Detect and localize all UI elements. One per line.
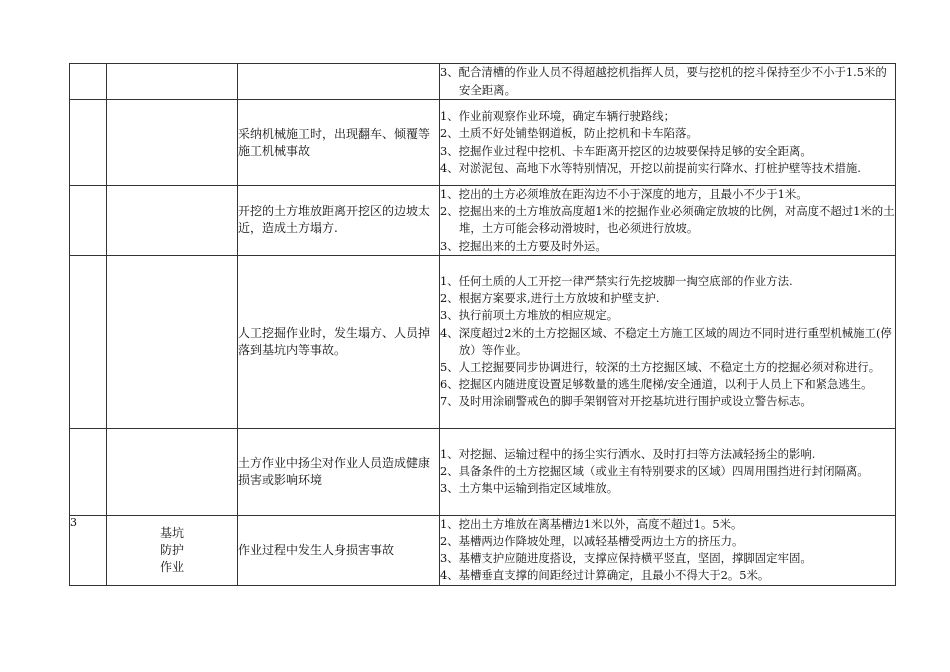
hazard-cell: 人工挖掘作业时，发生塌方、人员掉落到基坑内等事故。 — [238, 255, 440, 428]
measure-item: 4、深度超过2米的土方挖掘区域、不稳定土方施工区域的周边不同时进行重型机械施工(停放）等作业。 — [440, 325, 892, 357]
measures-cell — [440, 186, 896, 256]
row-number-cell — [70, 186, 107, 256]
measure-item: 3、挖掘出来的土方要及时外运。 — [440, 238, 607, 253]
table-row — [70, 515, 896, 585]
measure-item: 3、执行前项土方堆放的相应规定。 — [440, 308, 619, 323]
measure-item: 1、挖出土方堆放在离基槽边1米以外，高度不超过1。5米。 — [440, 516, 743, 531]
measure-item: 1、挖出的土方必须堆放在距沟边不小于深度的地方，且最小不少于1米。 — [440, 187, 808, 201]
measure-item: 1、任何土质的人工开挖一律严禁实行先挖坡脚一掏空底部的作业方法. — [440, 274, 793, 288]
measure-item: 3、土方集中运输到指定区域堆放。 — [440, 481, 619, 496]
measure-item: 1、对挖掘、运输过程中的扬尘实行洒水、及时打扫等方法减轻扬尘的影响. — [440, 447, 816, 461]
measures-cell — [440, 100, 896, 186]
measure-item: 7、及时用涂刷警戒色的脚手架钢管对开挖基坑进行围护或设立警告标志。 — [440, 394, 812, 409]
category-cell — [107, 186, 238, 256]
measure-item: 2、挖掘出来的土方堆放高度超1米的挖掘作业必须确定放坡的比例，对高度不超过1米的土堆，土方可能会移动滑坡时，也必须进行放坡。 — [440, 204, 895, 236]
measures-cell — [440, 428, 896, 515]
measure-item: 1、作业前观察作业环境，确定车辆行驶路线； — [440, 109, 676, 124]
row-number-cell — [70, 255, 107, 428]
category-cell — [107, 428, 238, 515]
measure-item: 2、根据方案要求,进行土方放坡和护壁支护. — [440, 291, 660, 306]
category-cell — [107, 100, 238, 186]
table-row — [70, 100, 896, 186]
category-cell — [107, 64, 238, 100]
measure-item: 4、基槽垂直支撑的间距经过计算确定，且最小不得大于2。5米。 — [440, 568, 770, 583]
table-row — [70, 255, 896, 428]
row-number-cell: 3 — [70, 515, 107, 585]
table-row — [70, 186, 896, 256]
measures-cell — [440, 64, 896, 100]
row-number-cell — [70, 100, 107, 186]
measure-item: 3、配合清槽的作业人员不得超越挖机指挥人员，要与挖机的挖斗保持至少不小于1.5米的安全距离。 — [440, 65, 887, 97]
table-row — [70, 64, 896, 100]
hazard-cell: 作业过程中发生人身损害事故 — [238, 515, 440, 585]
category-cell: 基坑 防护 作业 — [107, 515, 238, 585]
measure-item: 3、基槽支护应随进度搭设，支撑应保持横平竖直，坚固，撑脚固定牢固。 — [440, 551, 812, 566]
measure-item: 3、挖掘作业过程中挖机、卡车距离开挖区的边坡要保持足够的安全距离。 — [440, 143, 812, 158]
row-number-cell — [70, 428, 107, 515]
hazard-measures-table — [69, 63, 896, 586]
measure-item: 2、具备条件的土方挖掘区域（或业主有特别要求的区域）四周用围挡进行封闭隔离。 — [440, 464, 869, 479]
measures-cell — [440, 255, 896, 428]
row-number-cell — [70, 64, 107, 100]
measures-cell — [440, 515, 896, 585]
measure-item: 5、人工挖掘要同步协调进行，较深的土方挖掘区域、不稳定土方的挖掘必须对称进行。 — [440, 360, 881, 375]
hazard-cell: 开挖的土方堆放距离开挖区的边坡太近，造成土方塌方. — [238, 186, 440, 256]
category-cell — [107, 255, 238, 428]
measure-item: 2、土质不好处铺垫钢道板，防止挖机和卡车陷落。 — [440, 126, 698, 141]
hazard-cell: 土方作业中扬尘对作业人员造成健康损害或影响环境 — [238, 428, 440, 515]
measure-item: 6、挖掘区内随进度设置足够数量的逃生爬梯/安全通道，以利于人员上下和紧急逃生。 — [440, 377, 873, 392]
hazard-cell: 采纳机械施工时，出现翻车、倾覆等施工机械事故 — [238, 100, 440, 186]
measure-item: 4、对淤泥包、高地下水等特别情况，开挖以前提前实行降水、打桩护壁等技术措施. — [440, 160, 861, 175]
table-row — [70, 428, 896, 515]
measure-item: 2、基槽两边作降坡处理，以减轻基槽受两边土方的挤压力。 — [440, 534, 744, 549]
hazard-cell — [238, 64, 440, 100]
